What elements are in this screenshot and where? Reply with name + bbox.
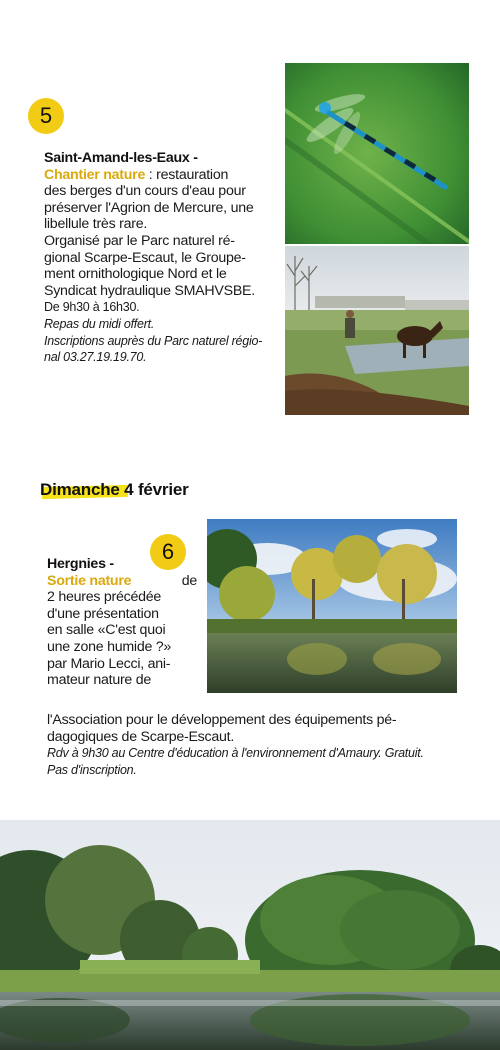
lake-trees-photo <box>207 519 457 693</box>
event-number: 5 <box>39 103 53 128</box>
event-place: Saint-Amand-les-Eaux - <box>44 150 198 166</box>
wetland-photo <box>0 820 500 1050</box>
event-signup: Inscriptions auprès du Parc naturel régio- <box>44 333 263 348</box>
event-number-badge <box>28 98 64 134</box>
event-place: Hergnies - <box>47 556 114 572</box>
date-heading: Dimanche 4 février <box>40 480 189 499</box>
event-type: Sortie nature <box>47 572 132 589</box>
event-meeting-point: Rdv à 9h30 au Centre d'éducation à l'environnement d'Amaury. Gratuit. <box>47 746 424 761</box>
event-meal: Repas du midi offert. <box>44 316 155 331</box>
dragonfly-photo <box>285 63 469 244</box>
event-type: Chantier nature <box>44 166 146 183</box>
event-5-description: Saint-Amand-les-Eaux - Chantier nature : restauration des berges d'un cours d'eau pour préserver l'Agrion de Mercure, une libellule très rare. Organisé par le Parc naturel ré- gional Scarpe-Escaut, le Groupe- ment ornithologique Nord et le Syndicat hydraulique SMAHVSBE. De 9h30 à 16h30. Repas du midi offert. Inscriptions auprès du Parc naturel régio- nal 03.27.19.19.70. <box>44 150 274 366</box>
event-6-description-wide: l'Association pour le développement des équipements pé- dagogiques de Scarpe-Escaut. Rdv à 9h30 au Centre d'éducation à l'environnement d'Amaury. Gratuit. Pas d'inscription. <box>47 712 424 777</box>
horse-work-photo <box>285 246 469 415</box>
event-6-description-narrow: Hergnies - Sortie nature de 2 heures précédée d'une présentation en salle «C'est quoi une zone humide ?» par Mario Lecci, ani- mateur nature de <box>47 556 197 689</box>
event-hours: De 9h30 à 16h30. <box>44 300 140 315</box>
event-number: 6 <box>161 539 175 564</box>
